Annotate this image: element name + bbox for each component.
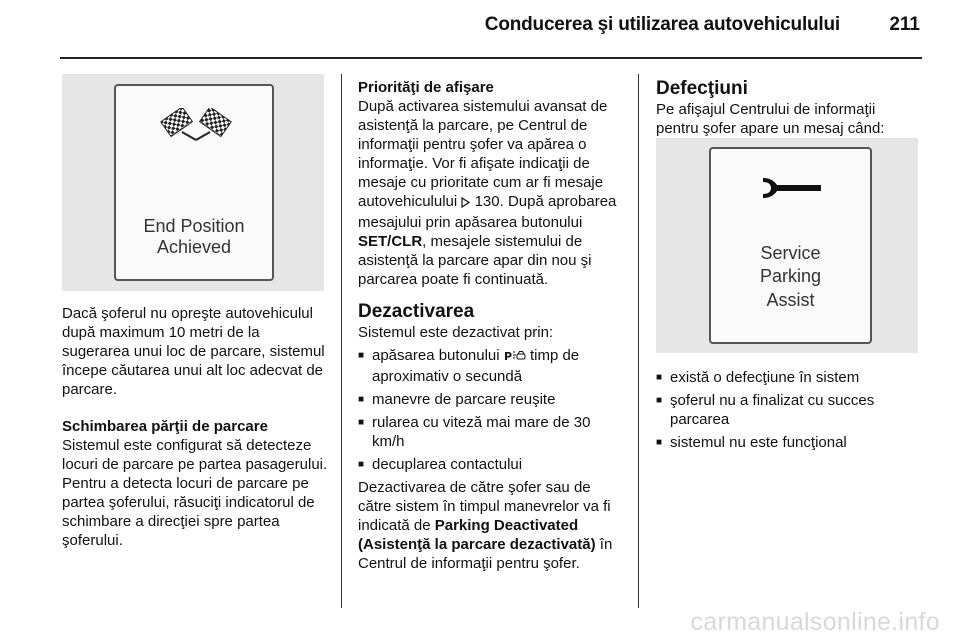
page-reference[interactable]: 130 [474,193,500,210]
text-run: , mesajele sistemului de asistenţă la parcare apar din nou şi parcarea poate fi continuată. [358,233,592,288]
header-rule [60,57,922,59]
page-number: 211 [889,14,920,35]
list-item [358,346,626,386]
column-divider-2 [638,74,639,608]
list-item: ■ sistemul nu este funcţional [656,433,918,452]
text-run: Dezactivarea de către şofer sau de către sistem în timpul manevrelor va fi indicată de [358,479,611,534]
list-item: ■ rularea cu viteză mai mare de 30 km/h [358,413,626,451]
button-name: SET/CLR [358,233,423,250]
page-header-title: Conducerea şi utilizarea autovehiculului [484,14,840,35]
text-run: După activarea sistemului avansat de asistenţă la parcare, pe Centrul de informaţii pentru şofer va apărea o informaţie. Vor fi afişate indicaţii de mesaje cu prioritate cum ar fi mesaje autovehiculului [358,98,608,210]
display-line-2: Achieved [156,237,232,257]
column-3-header [656,78,918,138]
page-reference-arrow-icon [461,194,470,213]
fault-list [656,368,918,452]
column-divider-1 [341,74,342,608]
column-1-text [62,304,330,550]
list-item: ■ manevre de parcare reuşite [358,390,626,409]
list-item: ■ şoferul nu a finalizat cu succes parcarea [656,391,918,429]
text-run: în Centrul de informaţii pentru şofer. [358,536,613,572]
deactivation-list [358,346,626,474]
paragraph: Dacă şoferul nu opreşte autovehiculul după maximum 10 metri de la sugerarea unui loc de parcare, sistemul începe căutarea unui alt loc adecvat de parcare. [62,305,325,398]
parking-assist-button-icon [504,348,526,367]
paragraph: Sistemul este dezactivat prin: [358,324,554,341]
svg-text:P: P [503,350,512,362]
paragraph [358,97,626,289]
section-heading-parking-side: Schimbarea părţii de parcare [62,418,268,435]
section-heading-deactivation: Dezactivarea [358,301,475,322]
checkered-flags-icon [160,108,232,147]
wrench-icon [761,175,823,204]
figure-service-parking-assist [656,138,918,353]
paragraph [358,478,626,573]
display-line-2: Parking [759,266,822,286]
text-run: . După aprobarea mesajului prin apăsarea butonului [358,193,617,231]
paragraph: Sistemul este configurat să detecteze locuri de parcare pe partea pasagerului. Pentru a detecta locuri de parcare pe partea şoferului, răsuciţi indicatorul de schimbare a direcţiei spre partea şoferului. [62,437,328,549]
display-line-1: End Position [143,216,245,236]
list-item: ■ există o defecţiune în sistem [656,368,918,387]
display-panel [114,84,274,281]
list-item: ■ decuplarea contactului [358,455,626,474]
display-panel [709,147,872,344]
paragraph: Pe afişajul Centrului de informaţii pentru şofer apare un mesaj când: [656,101,885,137]
text-run: apăsarea butonului [372,347,500,364]
display-line-3: Assist [766,290,815,310]
figure-end-position [62,74,324,291]
text-run: timp de aproximativ o secundă [372,347,580,385]
section-heading-display-priorities: Priorităţi de afişare [358,79,494,96]
message-name: Parking Deactivated (Asistenţă la parcare dezactivată) [358,517,596,553]
column-3-list [656,364,918,456]
display-line-1: Service [760,243,821,263]
section-heading-faults: Defecţiuni [656,78,748,99]
column-2-text [358,78,626,573]
watermark: carmanualsonline.info [690,608,940,636]
